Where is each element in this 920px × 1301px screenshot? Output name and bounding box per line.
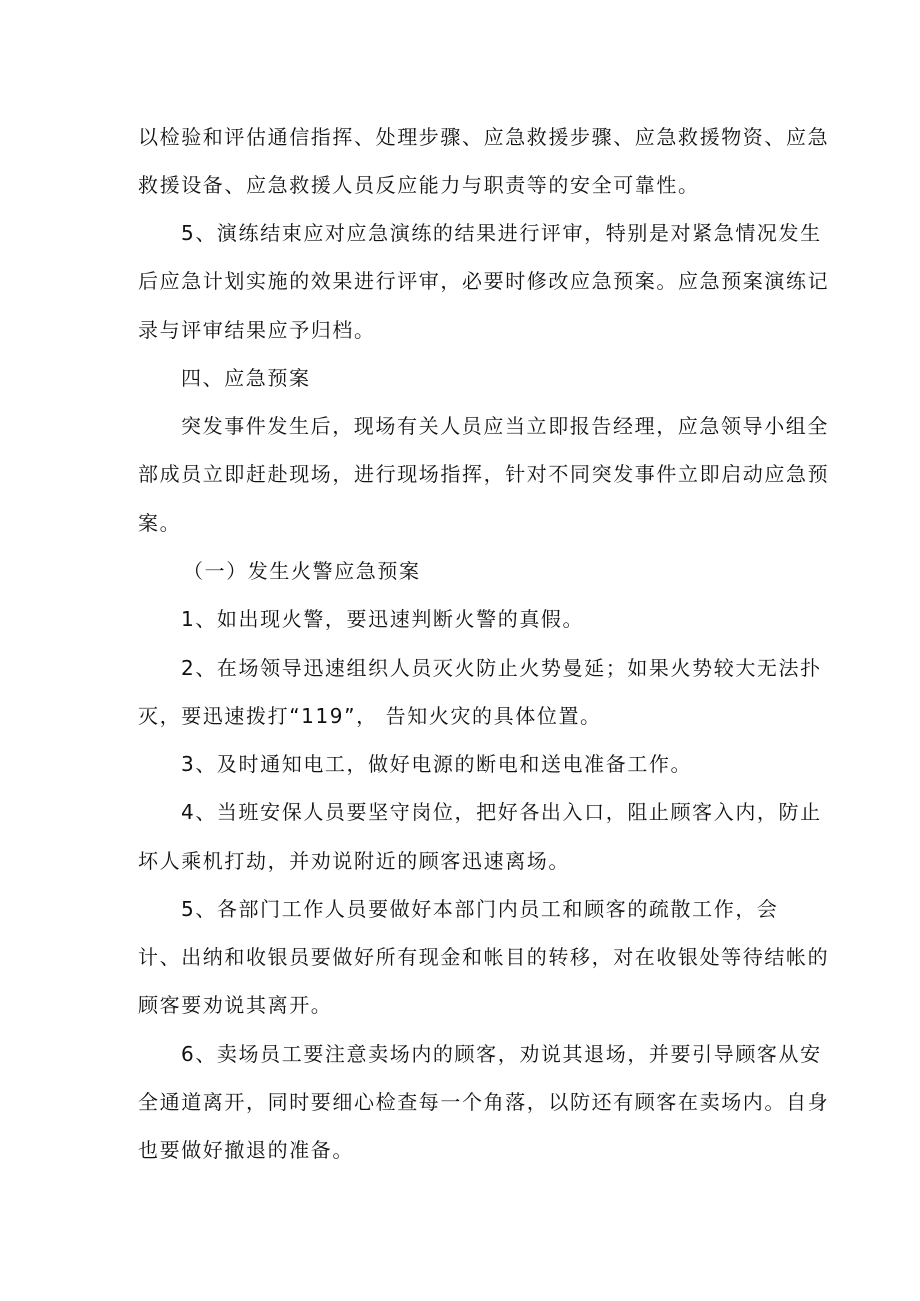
text-line: 计、出纳和收银员要做好所有现金和帐目的转移，对在收银处等待结帐的: [138, 945, 830, 969]
text-line: 突发事件发生后，现场有关人员应当立即报告经理，应急领导小组全: [181, 414, 829, 438]
text-line: 1、如出现火警，要迅速判断火警的真假。: [181, 607, 585, 631]
text-line: 以检验和评估通信指挥、处理步骤、应急救援步骤、应急救援物资、应急: [138, 125, 830, 149]
text-line: 灭，要迅速拨打“119”， 告知火灾的具体位置。: [138, 704, 602, 728]
text-line: 救援设备、应急救援人员反应能力与职责等的安全可靠性。: [138, 173, 700, 197]
text-line: 案。: [138, 511, 182, 535]
section-heading: 四、应急预案: [181, 366, 311, 390]
text-line: 5、各部门工作人员要做好本部门内员工和顾客的疏散工作，会: [181, 897, 779, 921]
text-line: 5、演练结束应对应急演练的结果进行评审，特别是对紧急情况发生: [181, 221, 822, 245]
text-line: 全通道离开，同时要细心检查每一个角落，以防还有顾客在卖场内。自身: [138, 1090, 830, 1114]
subsection-heading: （一）发生火警应急预案: [183, 559, 421, 583]
text-line: 部成员立即赶赴现场，进行现场指挥，针对不同突发事件立即启动应急预: [138, 462, 830, 486]
text-line: 顾客要劝说其离开。: [138, 993, 333, 1017]
text-line: 6、卖场员工要注意卖场内的顾客，劝说其退场，并要引导顾客从安: [181, 1042, 822, 1066]
text-line: 录与评审结果应予归档。: [138, 318, 376, 342]
text-line: 3、及时通知电工，做好电源的断电和送电准备工作。: [181, 752, 693, 776]
text-line: 后应急计划实施的效果进行评审，必要时修改应急预案。应急预案演练记: [138, 269, 830, 293]
text-line: 4、当班安保人员要坚守岗位，把好各出入口，阻止顾客入内，防止: [181, 800, 822, 824]
text-line: 也要做好撤退的准备。: [138, 1138, 354, 1162]
text-line: 坏人乘机打劫，并劝说附近的顾客迅速离场。: [138, 849, 570, 873]
text-line: 2、在场领导迅速组织人员灭火防止火势曼延；如果火势较大无法扑: [181, 656, 822, 680]
